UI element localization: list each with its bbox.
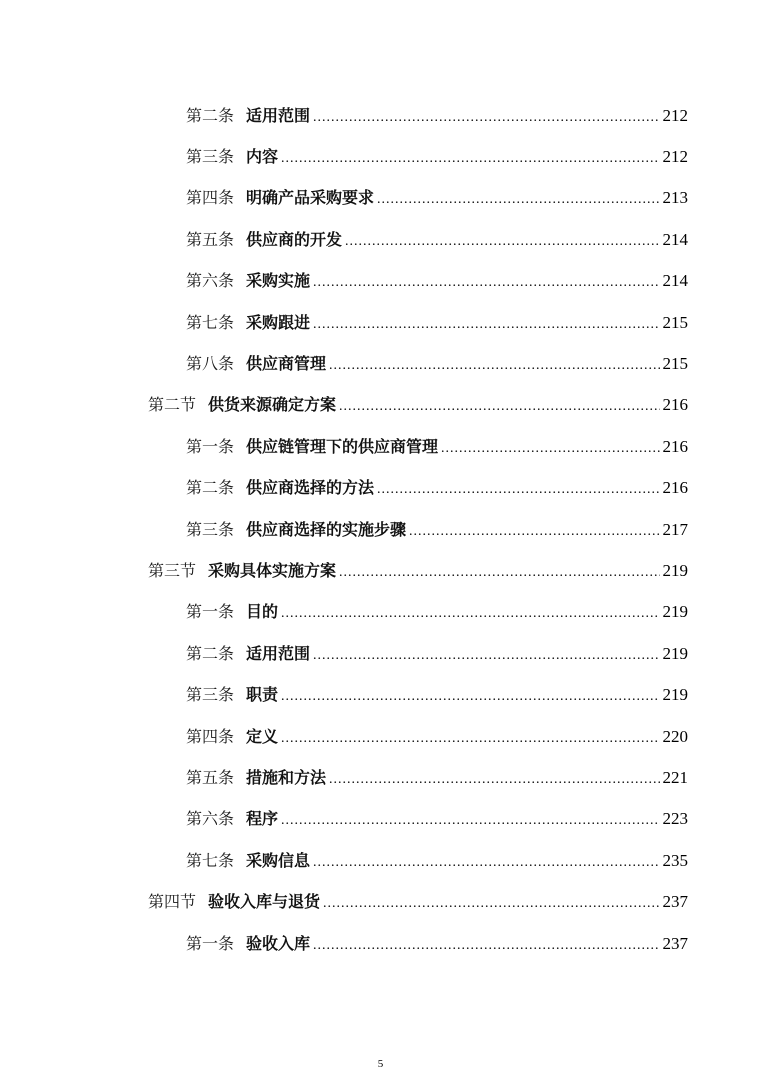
dot-leader <box>313 104 659 132</box>
toc-article-entry[interactable] <box>0 96 761 137</box>
toc-entry-number: 第五条 <box>186 229 235 249</box>
toc-article-entry[interactable] <box>0 758 761 799</box>
toc-section-entry[interactable] <box>0 882 761 923</box>
dot-leader <box>377 186 659 214</box>
toc-entry-number: 第三条 <box>186 147 235 167</box>
toc-article-entry[interactable] <box>0 634 761 675</box>
toc-entry-number: 第二节 <box>148 395 197 415</box>
toc-entry-title: 供应商管理 <box>246 354 327 374</box>
toc-entry-number: 第一条 <box>186 602 235 622</box>
toc-entry-title: 供应商选择的实施步骤 <box>246 519 407 539</box>
toc-entry-number: 第四条 <box>186 188 235 208</box>
toc-entry-title: 适用范围 <box>246 105 311 125</box>
toc-entry-page: 212 <box>662 147 688 167</box>
dot-leader <box>313 849 659 877</box>
dot-leader <box>329 766 659 794</box>
toc-article-entry[interactable] <box>0 427 761 468</box>
toc-entry-title: 目的 <box>246 602 279 622</box>
toc-entry-title: 内容 <box>246 147 279 167</box>
dot-leader <box>281 725 659 753</box>
toc-section-entry[interactable] <box>0 386 761 427</box>
toc-entry-number: 第八条 <box>186 354 235 374</box>
toc-entry-page: 215 <box>662 354 688 374</box>
toc-entry-number: 第二条 <box>186 105 235 125</box>
toc-entry-number: 第二条 <box>186 643 235 663</box>
toc-entry-title: 定义 <box>246 726 279 746</box>
toc-entry-page: 214 <box>662 229 688 249</box>
toc-entry-page: 237 <box>662 892 688 912</box>
toc-entry-page: 219 <box>662 560 688 580</box>
toc-entry-page: 219 <box>662 685 688 705</box>
toc-entry-page: 219 <box>662 643 688 663</box>
toc-entry-page: 220 <box>662 726 688 746</box>
toc-article-entry[interactable] <box>0 220 761 261</box>
toc-entry-page: 223 <box>662 809 688 829</box>
toc-article-entry[interactable] <box>0 469 761 510</box>
toc-article-entry[interactable] <box>0 800 761 841</box>
toc-entry-number: 第六条 <box>186 809 235 829</box>
toc-entry-title: 适用范围 <box>246 643 311 663</box>
toc-entry-number: 第四节 <box>148 892 197 912</box>
toc-entry-number: 第一条 <box>186 933 235 953</box>
toc-article-entry[interactable] <box>0 510 761 551</box>
dot-leader <box>377 476 659 504</box>
toc-article-entry[interactable] <box>0 344 761 385</box>
dot-leader <box>329 352 659 380</box>
dot-leader <box>281 683 659 711</box>
toc-entry-page: 237 <box>662 933 688 953</box>
dot-leader <box>281 600 659 628</box>
dot-leader <box>409 518 659 546</box>
toc-article-entry[interactable] <box>0 841 761 882</box>
toc-entry-page: 235 <box>662 850 688 870</box>
toc-entry-title: 采购信息 <box>246 850 311 870</box>
toc-entry-number: 第六条 <box>186 271 235 291</box>
toc-entry-title: 验收入库与退货 <box>208 892 321 912</box>
toc-entry-title: 明确产品采购要求 <box>246 188 375 208</box>
toc-article-entry[interactable] <box>0 262 761 303</box>
dot-leader <box>281 807 659 835</box>
toc-article-entry[interactable] <box>0 593 761 634</box>
toc-entry-title: 职责 <box>246 685 279 705</box>
toc-article-entry[interactable] <box>0 675 761 716</box>
dot-leader <box>281 145 659 173</box>
toc-entry-number: 第三条 <box>186 519 235 539</box>
toc-entry-number: 第七条 <box>186 312 235 332</box>
dot-leader <box>339 393 659 421</box>
dot-leader <box>313 642 659 670</box>
dot-leader <box>323 890 659 918</box>
dot-leader <box>339 559 659 587</box>
toc-entry-number: 第三节 <box>148 560 197 580</box>
dot-leader <box>313 311 659 339</box>
toc-entry-page: 216 <box>662 478 688 498</box>
toc-entry-title: 采购实施 <box>246 271 311 291</box>
toc-entry-page: 215 <box>662 312 688 332</box>
toc-entry-number: 第七条 <box>186 850 235 870</box>
toc-entry-number: 第一条 <box>186 436 235 456</box>
table-of-contents <box>0 96 761 965</box>
page-number: 5 <box>377 1058 384 1070</box>
toc-article-entry[interactable] <box>0 924 761 965</box>
dot-leader <box>313 932 659 960</box>
dot-leader <box>441 435 659 463</box>
toc-entry-title: 采购跟进 <box>246 312 311 332</box>
toc-entry-title: 措施和方法 <box>246 767 327 787</box>
toc-entry-title: 供应链管理下的供应商管理 <box>246 436 439 456</box>
toc-entry-number: 第三条 <box>186 685 235 705</box>
toc-entry-page: 217 <box>662 519 688 539</box>
toc-article-entry[interactable] <box>0 717 761 758</box>
toc-entry-title: 供应商的开发 <box>246 229 343 249</box>
toc-entry-number: 第二条 <box>186 478 235 498</box>
toc-entry-page: 219 <box>662 602 688 622</box>
toc-entry-page: 216 <box>662 436 688 456</box>
toc-article-entry[interactable] <box>0 303 761 344</box>
toc-entry-page: 212 <box>662 105 688 125</box>
toc-entry-title: 供应商选择的方法 <box>246 478 375 498</box>
toc-entry-number: 第五条 <box>186 767 235 787</box>
toc-entry-title: 验收入库 <box>246 933 311 953</box>
dot-leader <box>345 228 659 256</box>
toc-entry-title: 程序 <box>246 809 279 829</box>
toc-entry-title: 采购具体实施方案 <box>208 560 337 580</box>
toc-entry-page: 216 <box>662 395 688 415</box>
toc-entry-number: 第四条 <box>186 726 235 746</box>
dot-leader <box>313 269 659 297</box>
toc-entry-page: 213 <box>662 188 688 208</box>
toc-section-entry[interactable] <box>0 551 761 592</box>
toc-article-entry[interactable] <box>0 179 761 220</box>
toc-article-entry[interactable] <box>0 137 761 178</box>
toc-entry-page: 221 <box>662 767 688 787</box>
toc-entry-page: 214 <box>662 271 688 291</box>
toc-entry-title: 供货来源确定方案 <box>208 395 337 415</box>
